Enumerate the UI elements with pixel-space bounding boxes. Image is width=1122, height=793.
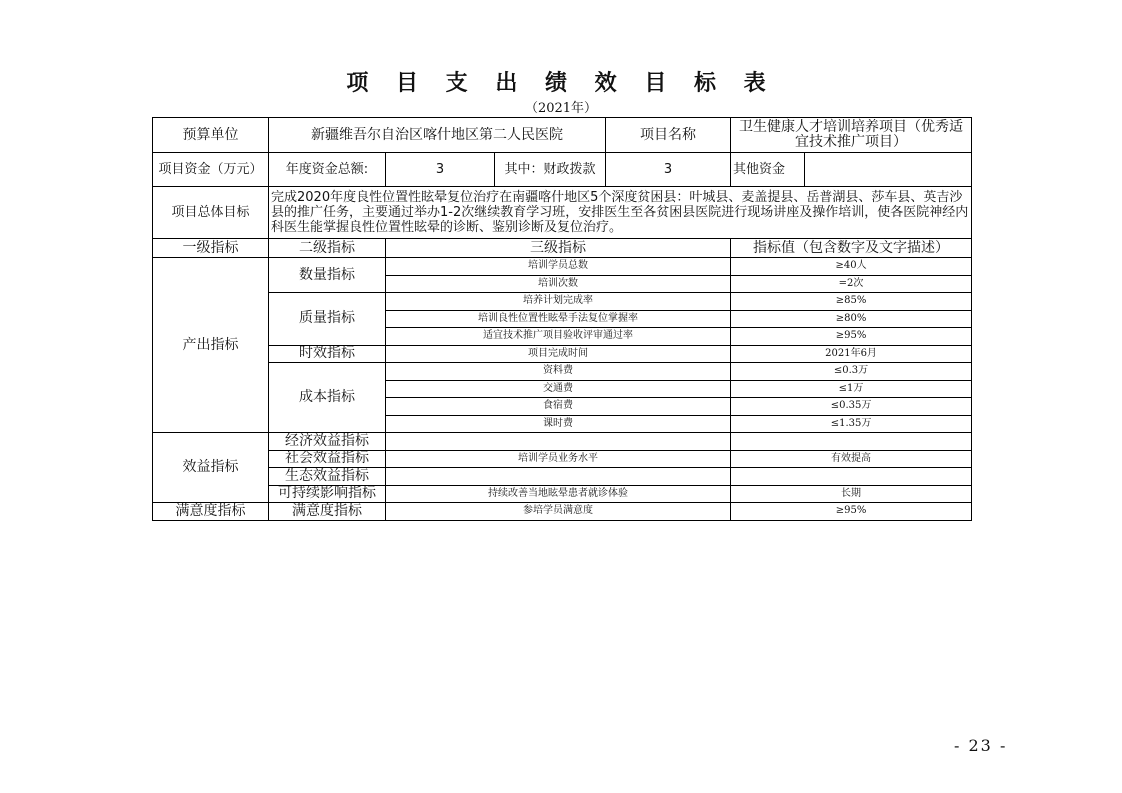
level2-indicator: 满意度指标 <box>269 503 386 521</box>
column-header-level1: 一级指标 <box>153 239 269 258</box>
other-funds-label: 其他资金 <box>731 153 805 187</box>
indicator-row <box>153 293 972 311</box>
indicator-value: ≤1万 <box>731 380 972 398</box>
budget-unit-label: 预算单位 <box>153 118 269 153</box>
level2-indicator: 生态效益指标 <box>269 468 386 486</box>
other-funds-value <box>805 153 972 187</box>
column-header-level2: 二级指标 <box>269 239 386 258</box>
indicator-value <box>731 433 972 451</box>
page-number: - 23 - <box>954 736 1008 755</box>
indicator-value: ≤0.3万 <box>731 363 972 381</box>
project-name-value: 卫生健康人才培训培养项目（优秀适宜技术推广项目） <box>731 118 972 153</box>
level2-indicator: 时效指标 <box>269 345 386 363</box>
level2-indicator: 可持续影响指标 <box>269 485 386 503</box>
level2-indicator: 社会效益指标 <box>269 450 386 468</box>
indicator-value: 2021年6月 <box>731 345 972 363</box>
project-name-label: 项目名称 <box>606 118 731 153</box>
column-header-level3: 三级指标 <box>386 239 731 258</box>
level3-indicator: 培训学员总数 <box>386 258 731 276</box>
level1-indicator: 效益指标 <box>153 433 269 503</box>
indicator-row <box>153 450 972 468</box>
level3-indicator <box>386 468 731 486</box>
performance-target-table <box>152 117 972 521</box>
level2-indicator: 成本指标 <box>269 363 386 433</box>
fiscal-allocation-value: 3 <box>606 153 731 187</box>
level3-indicator: 培训次数 <box>386 275 731 293</box>
indicator-row <box>153 485 972 503</box>
annual-total-value: 3 <box>386 153 495 187</box>
indicator-row <box>153 258 972 276</box>
indicator-value: ≥40人 <box>731 258 972 276</box>
level3-indicator: 培训良性位置性眩晕手法复位掌握率 <box>386 310 731 328</box>
level1-indicator: 满意度指标 <box>153 503 269 521</box>
column-header-value: 指标值（包含数字及文字描述） <box>731 239 972 258</box>
year-subtitle: （2021年） <box>524 101 598 116</box>
level3-indicator: 课时费 <box>386 415 731 433</box>
indicator-value <box>731 468 972 486</box>
level3-indicator: 参培学员满意度 <box>386 503 731 521</box>
level3-indicator: 交通费 <box>386 380 731 398</box>
overall-goal-text: 完成2020年度良性位置性眩晕复位治疗在南疆喀什地区5个深度贫困县：叶城县、麦盖提县、岳普湖县、莎车县、英吉沙县的推广任务，主要通过举办1-2次继续教育学习班，安排医生至各贫困县医院进行现场讲座及操作培训，使各医院神经内科医生能掌握良性位置性眩晕的诊断、鉴别诊断及复位治疗。 <box>269 187 972 239</box>
page-title: 项 目 支 出 绩 效 目 标 表 <box>346 71 776 96</box>
level3-indicator: 持续改善当地眩晕患者就诊体验 <box>386 485 731 503</box>
indicator-value: =2次 <box>731 275 972 293</box>
indicator-value: ≥80% <box>731 310 972 328</box>
annual-total-label: 年度资金总额: <box>269 153 386 187</box>
indicator-row <box>153 433 972 451</box>
level3-indicator: 适宜技术推广项目验收评审通过率 <box>386 328 731 346</box>
level3-indicator <box>386 433 731 451</box>
indicator-value: 有效提高 <box>731 450 972 468</box>
indicator-value: 长期 <box>731 485 972 503</box>
indicator-value: ≥95% <box>731 328 972 346</box>
indicator-row <box>153 345 972 363</box>
level2-indicator: 数量指标 <box>269 258 386 293</box>
level2-indicator: 质量指标 <box>269 293 386 346</box>
budget-unit-value: 新疆维吾尔自治区喀什地区第二人民医院 <box>269 118 606 153</box>
indicator-value: ≥85% <box>731 293 972 311</box>
project-fund-label: 项目资金（万元） <box>153 153 269 187</box>
level2-indicator: 经济效益指标 <box>269 433 386 451</box>
indicator-value: ≥95% <box>731 503 972 521</box>
level3-indicator: 食宿费 <box>386 398 731 416</box>
level1-indicator: 产出指标 <box>153 258 269 433</box>
level3-indicator: 项目完成时间 <box>386 345 731 363</box>
indicator-value: ≤0.35万 <box>731 398 972 416</box>
indicator-row <box>153 363 972 381</box>
indicator-row <box>153 503 972 521</box>
indicator-row <box>153 468 972 486</box>
indicator-value: ≤1.35万 <box>731 415 972 433</box>
level3-indicator: 资料费 <box>386 363 731 381</box>
level3-indicator: 培训学员业务水平 <box>386 450 731 468</box>
level3-indicator: 培养计划完成率 <box>386 293 731 311</box>
overall-goal-label: 项目总体目标 <box>153 187 269 239</box>
fiscal-allocation-label: 其中：财政拨款 <box>495 153 606 187</box>
